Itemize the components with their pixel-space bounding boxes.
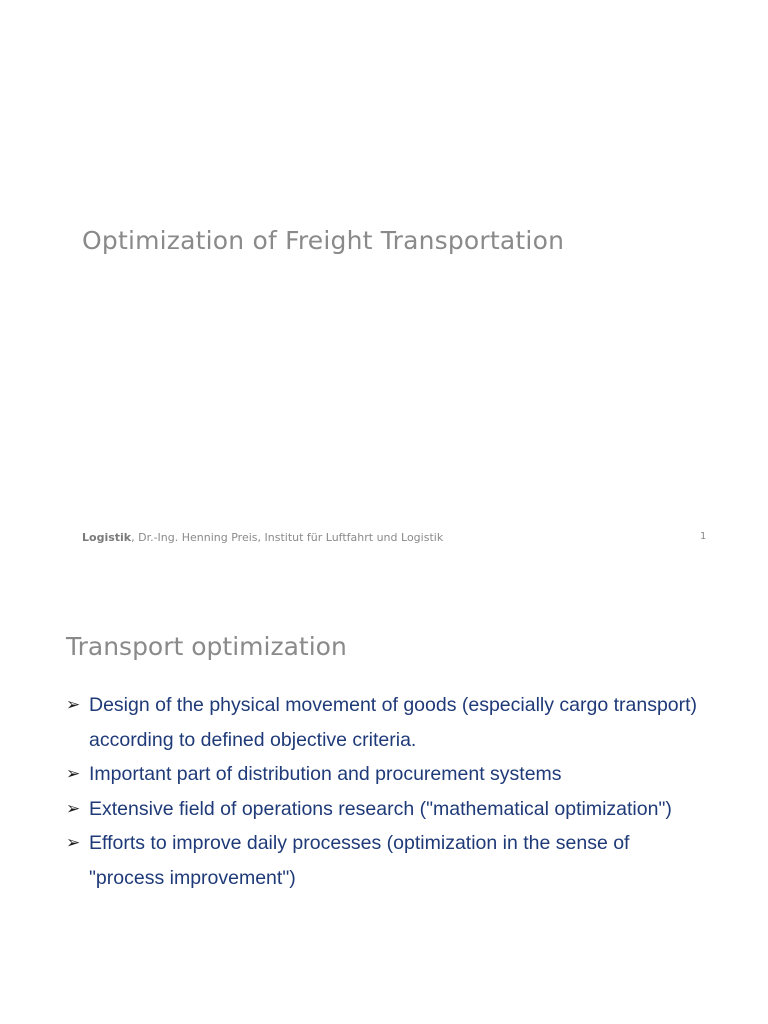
bullet-text: Extensive field of operations research ("mathematical optimization") [89, 797, 672, 820]
footer-course-name: Logistik [82, 531, 132, 544]
footer-author: , Dr.-Ing. Henning Preis, Institut für Luftfahrt und Logistik [131, 531, 444, 544]
bullet-list [66, 688, 706, 895]
slide-title: Optimization of Freight Transportation [82, 226, 565, 255]
slide-footer [82, 531, 443, 544]
bullet-text: Design of the physical movement of goods (especially cargo transport) according to defined objective criteria. [89, 694, 698, 751]
bullet-item [66, 826, 706, 895]
section-title: Transport optimization [66, 632, 347, 661]
bullet-text: Important part of distribution and procurement systems [89, 763, 562, 785]
page-number: 1 [700, 531, 707, 542]
arrowhead-icon: ➢ [66, 695, 81, 714]
bullet-item [66, 792, 706, 827]
bullet-text: Efforts to improve daily processes (optimization in the sense of "process improvement") [89, 832, 630, 889]
bullet-item [66, 757, 706, 792]
bullet-item [66, 688, 706, 757]
arrowhead-icon: ➢ [66, 833, 81, 852]
arrowhead-icon: ➢ [66, 764, 81, 783]
arrowhead-icon: ➢ [66, 798, 81, 818]
